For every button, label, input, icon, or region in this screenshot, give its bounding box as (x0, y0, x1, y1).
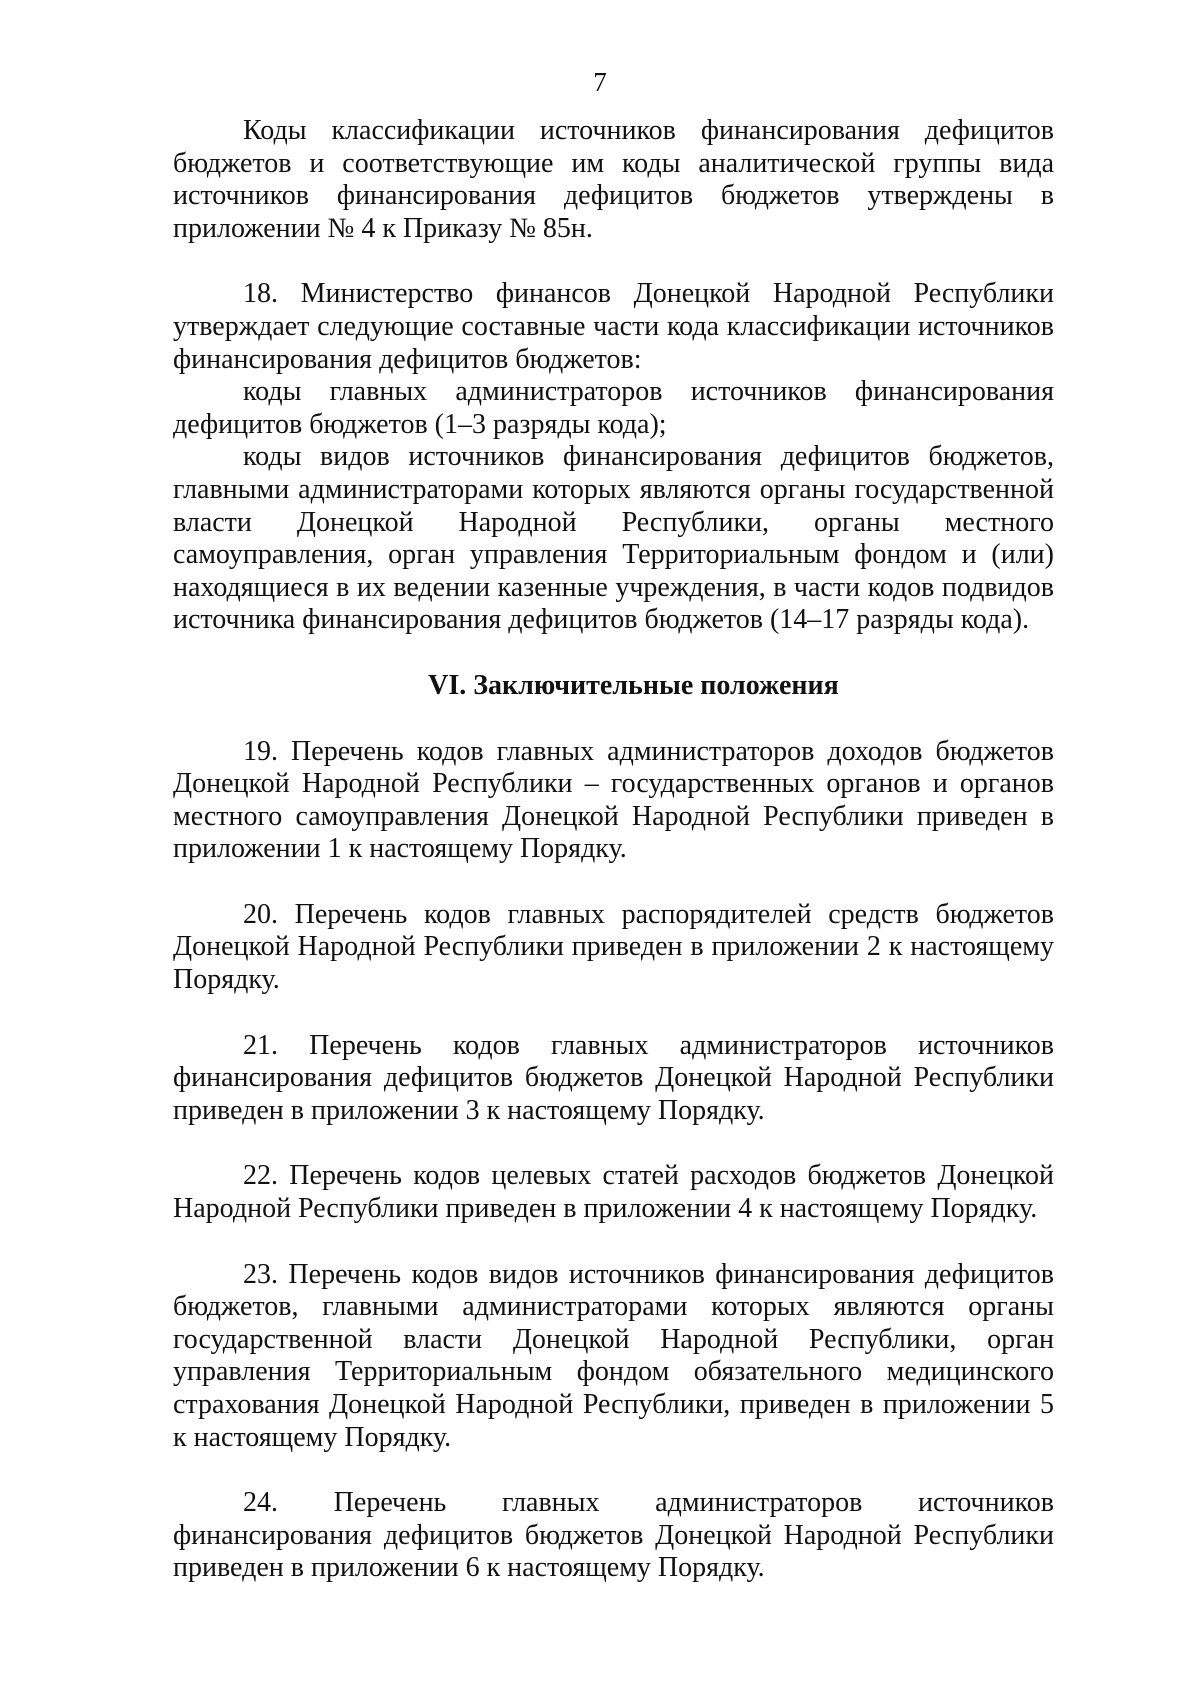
paragraph-21: 21. Перечень кодов главных администраторов источников финансирования дефицитов бюджетов Донецкой Народной Республики приведен в приложении 3 к настоящему Порядку. (173, 1029, 1054, 1126)
page-number: 7 (593, 67, 607, 97)
paragraph-18-item-2: коды видов источников финансирования дефицитов бюджетов, главными администраторами которых являются органы государственной власти Донецкой Народной Республики, органы местного самоуправления, орган управления Территориальным фондом и (или) находящиеся в их ведении казенные учреждения, в части кодов подвидов источника финансирования дефицитов бюджетов (14–17 разряды кода). (173, 441, 1054, 636)
section-heading: VI. Заключительные положения (428, 669, 839, 701)
paragraph-18-item-1: коды главных администраторов источников финансирования дефицитов бюджетов (1–3 разряды кода); (173, 376, 1054, 440)
paragraph-20: 20. Перечень кодов главных распорядителей средств бюджетов Донецкой Народной Республики приведен в приложении 2 к настоящему Порядку. (173, 898, 1054, 996)
paragraph-23: 23. Перечень кодов видов источников финансирования дефицитов бюджетов, главными администраторами которых являются органы государственной власти Донецкой Народной Республики, орган управления Территориальным фондом обязательного медицинского страхования Донецкой Народной Республики, приведен в приложении 5 к настоящему Порядку. (173, 1258, 1054, 1453)
paragraph-classification-codes: Коды классификации источников финансирования дефицитов бюджетов и соответствующие им коды аналитической группы вида источников финансирования дефицитов бюджетов утверждены в приложении № 4 к Приказу № 85н. (173, 115, 1054, 244)
paragraph-19: 19. Перечень кодов главных администраторов доходов бюджетов Донецкой Народной Республики – государственных органов и органов местного самоуправления Донецкой Народной Республики приведен в приложении 1 к настоящему Порядку. (173, 735, 1054, 865)
paragraph-18: 18. Министерство финансов Донецкой Народной Республики утверждает следующие составные части кода классификации источников финансирования дефицитов бюджетов: (173, 278, 1054, 375)
paragraph-22: 22. Перечень кодов целевых статей расходов бюджетов Донецкой Народной Республики приведен в приложении 4 к настоящему Порядку. (173, 1160, 1054, 1225)
paragraph-24: 24. Перечень главных администраторов источников финансирования дефицитов бюджетов Донецкой Народной Республики приведен в приложении 6 к настоящему Порядку. (173, 1487, 1054, 1584)
document-body (173, 115, 1054, 1585)
